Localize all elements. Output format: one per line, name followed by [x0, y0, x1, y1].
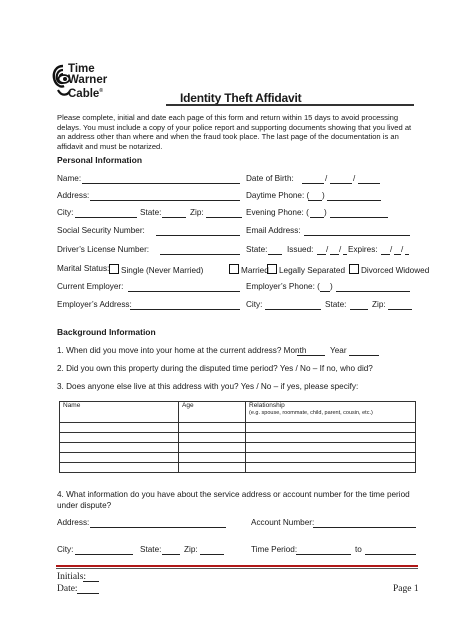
table-cell[interactable] [179, 433, 246, 443]
marital-option-single[interactable]: Single (Never Married) [109, 264, 203, 276]
table-row [60, 463, 416, 473]
table-cell[interactable] [179, 463, 246, 473]
checkbox-icon[interactable] [229, 264, 239, 274]
table-header-row [60, 402, 416, 423]
expires-day-field[interactable] [394, 254, 401, 255]
employer-address-label: Employer’s Address: [57, 300, 132, 309]
evening-phone-area-field[interactable] [310, 217, 324, 218]
expires-label: Expires: [348, 245, 378, 254]
expires-year-field[interactable] [405, 254, 409, 255]
move-in-year-label: Year [330, 346, 347, 355]
evening-phone-paren: ) [324, 208, 327, 217]
marital-status-label: Marital Status: [57, 264, 110, 273]
checkbox-icon[interactable] [349, 264, 359, 274]
ssn-label: Social Security Number: [57, 226, 145, 235]
background-info-heading: Background Information [57, 327, 156, 337]
issued-label: Issued: [287, 245, 314, 254]
table-cell[interactable] [246, 433, 416, 443]
service-address-label: Address: [57, 518, 90, 527]
daytime-phone-label: Daytime Phone: ( [246, 191, 310, 200]
col-name-header: Name [60, 402, 179, 423]
service-city-label: City: [57, 545, 74, 554]
marital-option-separated[interactable]: Legally Separated [267, 264, 345, 276]
employer-phone-label: Employer’s Phone: ( [246, 282, 320, 291]
checkbox-icon[interactable] [109, 264, 119, 274]
daytime-phone-area-field[interactable] [308, 200, 322, 201]
dl-state-field[interactable] [268, 254, 282, 255]
employer-address-field[interactable] [130, 309, 240, 310]
time-period-to-label: to [355, 545, 362, 554]
title-rule [166, 104, 414, 106]
question-1: 1. When did you move into your home at the current address? Month [57, 346, 307, 355]
employer-state-label: State: [325, 300, 347, 309]
service-city-field[interactable] [75, 554, 133, 555]
household-members-table [59, 401, 416, 473]
table-cell[interactable] [60, 423, 179, 433]
initials-label: Initials: [57, 572, 87, 582]
employer-phone-field[interactable] [336, 291, 410, 292]
table-row [60, 443, 416, 453]
zip-field[interactable] [206, 217, 242, 218]
brand-line-1: Time [68, 63, 95, 75]
footer-red-rule [56, 565, 418, 567]
time-period-label: Time Period: [251, 545, 298, 554]
dl-state-label: State: [246, 245, 268, 254]
dob-slash-2: / [353, 174, 356, 183]
employer-state-field[interactable] [350, 309, 368, 310]
employer-city-field[interactable] [265, 309, 321, 310]
email-field[interactable] [304, 235, 410, 236]
dob-month-field[interactable] [302, 183, 324, 184]
date-label: Date: [57, 584, 78, 594]
table-cell[interactable] [60, 433, 179, 443]
table-cell[interactable] [60, 443, 179, 453]
account-number-label: Account Number: [251, 518, 315, 527]
move-in-year-field[interactable] [349, 355, 379, 356]
expires-month-field[interactable] [381, 254, 390, 255]
table-cell[interactable] [179, 453, 246, 463]
marital-option-married[interactable]: Married [229, 264, 269, 276]
personal-info-heading: Personal Information [57, 155, 143, 165]
brand-wordmark [68, 64, 107, 100]
dob-slash-1: / [325, 174, 328, 183]
table-row [60, 423, 416, 433]
page-title: Identity Theft Affidavit [180, 91, 302, 105]
time-period-to-field[interactable] [365, 554, 416, 555]
current-employer-field[interactable] [128, 291, 240, 292]
table-cell[interactable] [60, 453, 179, 463]
employer-phone-area-field[interactable] [320, 291, 330, 292]
ssn-field[interactable] [156, 235, 240, 236]
relationship-hint: (e.g. spouse, roommate, child, parent, cousin, etc.) [249, 410, 373, 416]
evening-phone-label: Evening Phone: ( [246, 208, 309, 217]
issued-day-field[interactable] [330, 254, 339, 255]
dob-year-field[interactable] [358, 183, 380, 184]
service-address-field[interactable] [90, 527, 226, 528]
table-cell[interactable] [246, 443, 416, 453]
date-field[interactable] [77, 593, 99, 594]
address-field[interactable] [90, 200, 240, 201]
question-4: 4. What information do you have about the service address or account number for the time period under dispute? [57, 490, 410, 510]
expires-slash-1: / [390, 245, 393, 254]
table-row [60, 453, 416, 463]
state-label: State: [140, 208, 162, 217]
daytime-phone-paren: ) [322, 191, 325, 200]
col-relationship-header: Relationship (e.g. spouse, roommate, child, parent, cousin, etc.) [246, 402, 416, 423]
service-state-field[interactable] [162, 554, 180, 555]
brand-line-3: Cable® [68, 87, 104, 100]
move-in-month-field[interactable] [297, 355, 325, 356]
dob-label: Date of Birth: [246, 174, 294, 183]
time-period-from-field[interactable] [296, 554, 351, 555]
brand-line-2: Warner [68, 74, 108, 86]
instructions-paragraph: Please complete, initial and date each page of this form and return within 15 days to avoid processing delays. You must include a copy of your police report and supporting documents showing that you lived at an address other than where and when the fraud took place. The last page of the documentation is an affidavit and must be notarized. [57, 113, 412, 151]
service-state-label: State: [140, 545, 162, 554]
dl-label: Driver’s License Number: [57, 245, 150, 254]
table-row [60, 433, 416, 443]
table-cell[interactable] [179, 423, 246, 433]
service-zip-field[interactable] [200, 554, 224, 555]
service-zip-label: Zip: [184, 545, 198, 554]
checkbox-icon[interactable] [267, 264, 277, 274]
name-field[interactable] [82, 183, 240, 184]
issued-slash-2: / [339, 245, 342, 254]
email-label: Email Address: [246, 226, 301, 235]
table-cell[interactable] [60, 463, 179, 473]
table-cell[interactable] [246, 423, 416, 433]
col-age-header: Age [179, 402, 246, 423]
issued-slash-1: / [326, 245, 329, 254]
employer-zip-field[interactable] [388, 309, 412, 310]
dob-day-field[interactable] [330, 183, 352, 184]
state-field[interactable] [162, 217, 186, 218]
expires-slash-2: / [401, 245, 404, 254]
employer-zip-label: Zip: [372, 300, 386, 309]
employer-phone-paren: ) [330, 282, 333, 291]
city-label: City: [57, 208, 74, 217]
initials-field[interactable] [83, 581, 99, 582]
table-body [60, 423, 416, 473]
daytime-phone-field[interactable] [327, 200, 381, 201]
city-field[interactable] [75, 217, 137, 218]
evening-phone-field[interactable] [330, 217, 388, 218]
question-3: 3. Does anyone else live at this address with you? Yes / No – if yes, please specify: [57, 382, 359, 391]
name-label: Name: [57, 174, 82, 183]
issued-year-field[interactable] [343, 254, 347, 255]
page-number: Page 1 [393, 584, 419, 594]
zip-label: Zip: [190, 208, 204, 217]
question-2: 2. Did you own this property during the disputed time period? Yes / No – If no, who did? [57, 364, 373, 373]
account-number-field[interactable] [313, 527, 416, 528]
current-employer-label: Current Employer: [57, 282, 124, 291]
marital-option-divorced[interactable]: Divorced Widowed [349, 264, 429, 276]
footer-rule [56, 568, 418, 569]
table-cell[interactable] [246, 463, 416, 473]
address-label: Address: [57, 191, 90, 200]
employer-city-label: City: [246, 300, 263, 309]
table-cell[interactable] [246, 453, 416, 463]
issued-month-field[interactable] [317, 254, 326, 255]
dl-field[interactable] [160, 254, 240, 255]
table-cell[interactable] [179, 443, 246, 453]
